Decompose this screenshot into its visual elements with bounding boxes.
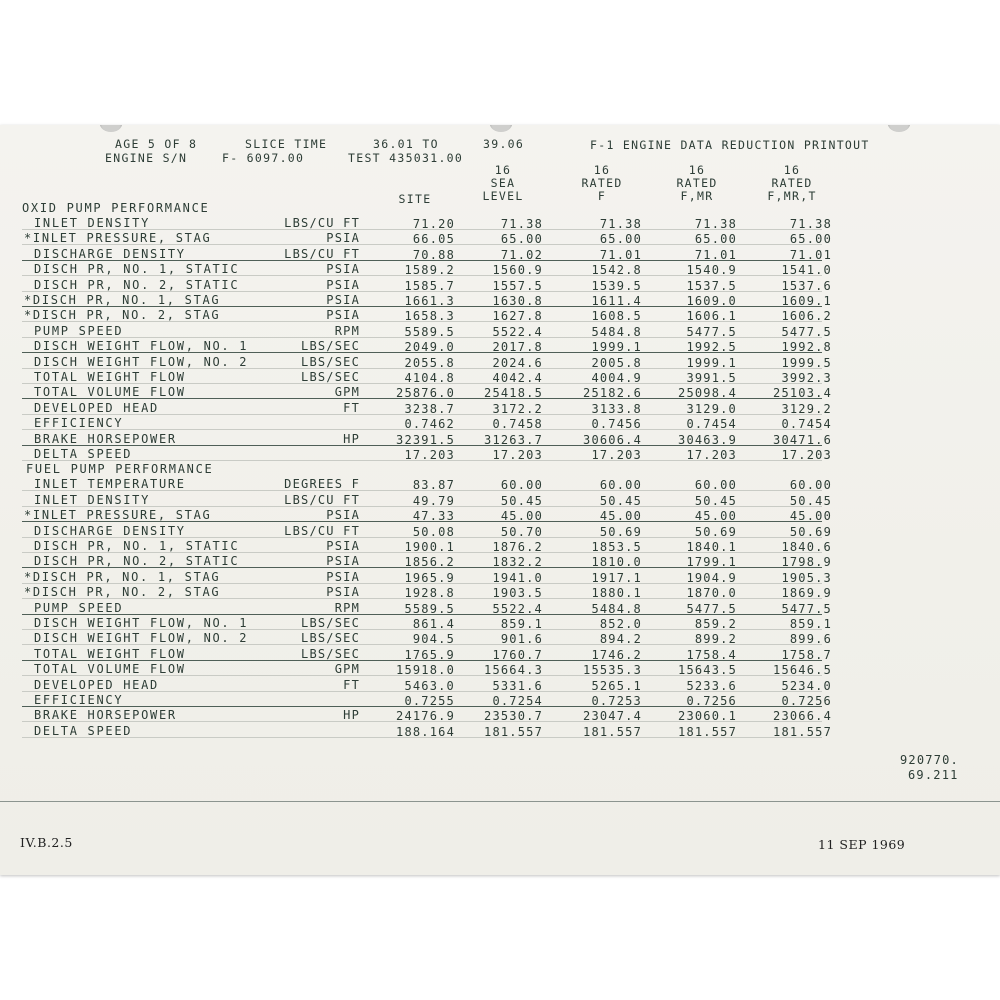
cell-value: 5463.0 xyxy=(404,678,455,693)
cell-value: 5522.4 xyxy=(492,324,543,339)
row-label: *DISCH PR, NO. 2, STAG xyxy=(24,308,221,323)
cell-value: 5484.8 xyxy=(591,324,642,339)
cell-value: 5589.5 xyxy=(404,324,455,339)
row-separator xyxy=(22,306,822,307)
row-separator xyxy=(22,567,822,568)
cell-value: 30471.6 xyxy=(773,432,832,447)
row-unit: PSIA xyxy=(326,308,360,323)
cell-value: 50.45 xyxy=(500,493,543,508)
column-header-line: 16 xyxy=(688,163,706,177)
cell-value: 23047.4 xyxy=(583,709,642,724)
cell-value: 15664.3 xyxy=(484,663,543,678)
cell-value: 71.38 xyxy=(789,217,832,231)
row-separator xyxy=(22,337,822,338)
row-separator xyxy=(22,629,822,630)
cell-value: 30463.9 xyxy=(678,432,737,447)
column-header-line: 16 xyxy=(783,163,801,177)
cell-value: 5331.6 xyxy=(492,678,543,693)
cell-value: 71.20 xyxy=(412,217,455,231)
cell-value: 49.79 xyxy=(412,493,455,508)
cell-value: 23530.7 xyxy=(484,709,543,724)
row-unit: LBS/SEC xyxy=(301,631,360,646)
cell-value: 25876.0 xyxy=(396,386,455,401)
row-unit: PSIA xyxy=(326,293,360,307)
row-separator xyxy=(22,429,822,430)
cell-value: 0.7256 xyxy=(686,694,737,708)
row-unit: PSIA xyxy=(326,554,360,569)
cell-value: 60.00 xyxy=(599,478,642,493)
row-separator xyxy=(22,460,822,461)
row-label: *DISCH PR, NO. 2, STAG xyxy=(24,585,221,600)
row-label: DELTA SPEED xyxy=(34,447,133,461)
cell-value: 1540.9 xyxy=(686,263,737,278)
cell-value: 1999.1 xyxy=(686,355,737,370)
cell-value: 71.01 xyxy=(694,247,737,262)
cell-value: 1917.1 xyxy=(591,570,642,585)
cell-value: 15918.0 xyxy=(396,663,455,678)
row-separator xyxy=(22,244,822,245)
row-label: DISCH WEIGHT FLOW, NO. 1 xyxy=(34,616,249,630)
row-separator xyxy=(22,721,822,722)
cell-value: 1853.5 xyxy=(591,540,642,554)
cell-value: 1537.5 xyxy=(686,278,737,293)
cell-value: 60.00 xyxy=(789,478,832,493)
row-separator xyxy=(22,398,822,399)
cell-value: 1810.0 xyxy=(591,555,642,570)
row-separator xyxy=(22,445,822,446)
cell-value: 0.7254 xyxy=(492,694,543,708)
cell-value: 50.08 xyxy=(412,524,455,539)
cell-value: 1611.4 xyxy=(591,294,642,308)
row-separator xyxy=(22,644,822,645)
row-separator xyxy=(22,260,822,261)
cell-value: 1760.7 xyxy=(492,647,543,662)
cell-value: 859.1 xyxy=(789,617,832,631)
row-unit: PSIA xyxy=(326,262,360,277)
cell-value: 15535.3 xyxy=(583,663,642,678)
cell-value: 1557.5 xyxy=(492,278,543,293)
cell-value: 1856.2 xyxy=(404,555,455,570)
row-unit: PSIA xyxy=(326,508,360,523)
column-header-line: RATED xyxy=(676,176,718,190)
binder-hole xyxy=(100,125,122,132)
cell-value: 47.33 xyxy=(412,509,455,524)
cell-value: 50.69 xyxy=(789,524,832,539)
cell-value: 188.164 xyxy=(396,724,455,739)
row-label: *DISCH PR, NO. 1, STAG xyxy=(24,569,221,584)
row-label: INLET DENSITY xyxy=(34,492,151,507)
cell-value: 50.45 xyxy=(789,493,832,508)
cell-value: 25098.4 xyxy=(678,386,737,401)
cell-value: 1630.8 xyxy=(492,294,543,308)
trailer-code-1: 920770. xyxy=(900,753,959,767)
row-separator xyxy=(22,614,822,615)
cell-value: 71.01 xyxy=(599,247,642,262)
cell-value: 25103.4 xyxy=(773,386,832,401)
cell-value: 4104.8 xyxy=(404,371,455,385)
cell-value: 25182.6 xyxy=(583,386,642,401)
row-unit: LBS/SEC xyxy=(301,646,360,661)
cell-value: 50.69 xyxy=(599,524,642,539)
cell-value: 1840.6 xyxy=(781,540,832,554)
cell-value: 23066.4 xyxy=(773,709,832,724)
row-unit: LBS/CU FT xyxy=(284,523,360,538)
trailer-code-2: 69.211 xyxy=(908,768,959,782)
cell-value: 65.00 xyxy=(694,232,737,247)
cell-value: 1903.5 xyxy=(492,586,543,601)
cell-value: 1904.9 xyxy=(686,570,737,585)
row-separator xyxy=(22,691,822,692)
report-title: F-1 ENGINE DATA REDUCTION PRINTOUT xyxy=(590,138,870,152)
column-header-line: LEVEL xyxy=(482,189,524,203)
cell-value: 17.203 xyxy=(781,448,832,462)
cell-value: 5265.1 xyxy=(591,678,642,693)
cell-value: 3129.0 xyxy=(686,401,737,416)
cell-value: 1609.0 xyxy=(686,294,737,308)
row-unit: FT xyxy=(343,400,360,415)
cell-value: 899.6 xyxy=(789,632,832,647)
row-label: *DISCH PR, NO. 1, STAG xyxy=(24,293,221,307)
cell-value: 15646.5 xyxy=(773,663,832,678)
cell-value: 0.7458 xyxy=(492,417,543,432)
column-header-line: F,MR,T xyxy=(767,189,817,203)
cell-value: 70.88 xyxy=(412,247,455,262)
cell-value: 71.38 xyxy=(599,217,642,231)
cell-value: 0.7454 xyxy=(686,417,737,432)
cell-value: 65.00 xyxy=(789,232,832,247)
cell-value: 1560.9 xyxy=(492,263,543,278)
cell-value: 3991.5 xyxy=(686,371,737,385)
cell-value: 45.00 xyxy=(694,509,737,524)
cell-value: 83.87 xyxy=(412,478,455,493)
cell-value: 1992.8 xyxy=(781,340,832,355)
section-reference: IV.B.2.5 xyxy=(20,835,73,850)
cell-value: 17.203 xyxy=(492,448,543,462)
cell-value: 1900.1 xyxy=(404,540,455,554)
cell-value: 1928.8 xyxy=(404,586,455,601)
row-label: DEVELOPED HEAD xyxy=(34,400,159,415)
row-separator xyxy=(22,660,822,661)
row-unit: LBS/SEC xyxy=(301,354,360,369)
cell-value: 17.203 xyxy=(591,448,642,462)
engine-sn: F- 6097.00 xyxy=(222,151,305,165)
section-title: OXID PUMP PERFORMANCE xyxy=(22,201,210,215)
footer-divider xyxy=(0,801,1000,802)
row-label: DISCH PR, NO. 2, STATIC xyxy=(34,554,240,569)
column-header-line: RATED xyxy=(581,176,623,190)
row-separator xyxy=(22,521,822,522)
cell-value: 2024.6 xyxy=(492,355,543,370)
cell-value: 5589.5 xyxy=(404,601,455,616)
row-label: DISCH WEIGHT FLOW, NO. 2 xyxy=(34,354,249,369)
row-unit: PSIA xyxy=(326,539,360,553)
row-unit: PSIA xyxy=(326,231,360,246)
cell-value: 0.7462 xyxy=(404,417,455,432)
binder-hole xyxy=(888,125,910,132)
cell-value: 1661.3 xyxy=(404,294,455,308)
row-separator xyxy=(22,706,822,707)
cell-value: 32391.5 xyxy=(396,432,455,447)
cell-value: 45.00 xyxy=(500,509,543,524)
cell-value: 852.0 xyxy=(599,617,642,631)
row-separator xyxy=(22,414,822,415)
engine-sn-label: ENGINE S/N xyxy=(105,151,188,165)
cell-value: 50.45 xyxy=(694,493,737,508)
cell-value: 17.203 xyxy=(686,448,737,462)
row-unit: RPM xyxy=(334,323,360,338)
column-header-line: 16 xyxy=(593,163,611,177)
cell-value: 1798.9 xyxy=(781,555,832,570)
column-header-line: 16 xyxy=(494,163,512,177)
column-header-line: SITE xyxy=(398,192,432,206)
row-label: *INLET PRESSURE, STAG xyxy=(24,231,212,246)
row-unit: LBS/CU FT xyxy=(284,492,360,507)
column-header-line: RATED xyxy=(771,176,813,190)
row-label: DISCH PR, NO. 1, STATIC xyxy=(34,539,240,553)
row-label: DEVELOPED HEAD xyxy=(34,677,159,692)
row-label: INLET DENSITY xyxy=(34,216,151,230)
row-unit: GPM xyxy=(334,662,360,677)
row-unit: LBS/CU FT xyxy=(284,216,360,230)
cell-value: 31263.7 xyxy=(484,432,543,447)
row-separator xyxy=(22,291,822,292)
cell-value: 1606.2 xyxy=(781,309,832,324)
cell-value: 1880.1 xyxy=(591,586,642,601)
cell-value: 859.2 xyxy=(694,617,737,631)
cell-value: 861.4 xyxy=(412,617,455,631)
cell-value: 45.00 xyxy=(789,509,832,524)
cell-value: 5233.6 xyxy=(686,678,737,693)
cell-value: 60.00 xyxy=(500,478,543,493)
cell-value: 1758.4 xyxy=(686,647,737,662)
cell-value: 60.00 xyxy=(694,478,737,493)
cell-value: 5522.4 xyxy=(492,601,543,616)
cell-value: 5477.5 xyxy=(686,324,737,339)
row-label: INLET TEMPERATURE xyxy=(34,477,186,492)
cell-value: 1758.7 xyxy=(781,647,832,662)
row-label: PUMP SPEED xyxy=(34,323,124,338)
cell-value: 859.1 xyxy=(500,617,543,631)
cell-value: 71.01 xyxy=(789,247,832,262)
page-indicator: AGE 5 OF 8 xyxy=(115,137,198,151)
cell-value: 1870.0 xyxy=(686,586,737,601)
row-separator xyxy=(22,675,822,676)
cell-value: 2005.8 xyxy=(591,355,642,370)
cell-value: 894.2 xyxy=(599,632,642,647)
row-label: EFFICIENCY xyxy=(34,416,124,431)
cell-value: 181.557 xyxy=(484,724,543,739)
row-unit: PSIA xyxy=(326,585,360,600)
row-label: PUMP SPEED xyxy=(34,600,124,615)
cell-value: 50.69 xyxy=(694,524,737,539)
print-date: 11 SEP 1969 xyxy=(818,837,906,852)
cell-value: 50.45 xyxy=(599,493,642,508)
cell-value: 1905.3 xyxy=(781,570,832,585)
row-unit: PSIA xyxy=(326,569,360,584)
row-unit: LBS/SEC xyxy=(301,339,360,354)
cell-value: 1589.2 xyxy=(404,263,455,278)
cell-value: 0.7256 xyxy=(781,694,832,708)
cell-value: 1627.8 xyxy=(492,309,543,324)
cell-value: 1941.0 xyxy=(492,570,543,585)
row-label: DISCHARGE DENSITY xyxy=(34,523,186,538)
column-header-line: F,MR xyxy=(680,189,714,203)
cell-value: 50.70 xyxy=(500,524,543,539)
row-unit: FT xyxy=(343,677,360,692)
cell-value: 3172.2 xyxy=(492,401,543,416)
cell-value: 3129.2 xyxy=(781,401,832,416)
cell-value: 25418.5 xyxy=(484,386,543,401)
row-unit: LBS/SEC xyxy=(301,370,360,384)
slice-time-from: 36.01 TO xyxy=(373,137,439,151)
cell-value: 3992.3 xyxy=(781,371,832,385)
cell-value: 2017.8 xyxy=(492,340,543,355)
binder-hole xyxy=(490,125,512,132)
cell-value: 30606.4 xyxy=(583,432,642,447)
cell-value: 181.557 xyxy=(583,724,642,739)
cell-value: 2049.0 xyxy=(404,340,455,355)
cell-value: 0.7253 xyxy=(591,694,642,708)
row-label: EFFICIENCY xyxy=(34,693,124,707)
cell-value: 17.203 xyxy=(404,448,455,462)
row-label: DISCH WEIGHT FLOW, NO. 1 xyxy=(34,339,249,354)
cell-value: 899.2 xyxy=(694,632,737,647)
cell-value: 904.5 xyxy=(412,632,455,647)
cell-value: 1585.7 xyxy=(404,278,455,293)
row-separator xyxy=(22,229,822,230)
row-label: TOTAL VOLUME FLOW xyxy=(34,662,186,677)
cell-value: 0.7255 xyxy=(404,694,455,708)
column-header-line: F xyxy=(597,189,607,203)
cell-value: 901.6 xyxy=(500,632,543,647)
row-separator xyxy=(22,321,822,322)
cell-value: 0.7456 xyxy=(591,417,642,432)
row-separator xyxy=(22,490,822,491)
row-separator xyxy=(22,552,822,553)
cell-value: 15643.5 xyxy=(678,663,737,678)
row-label: TOTAL WEIGHT FLOW xyxy=(34,370,186,384)
section-title: FUEL PUMP PERFORMANCE xyxy=(26,462,214,477)
cell-value: 0.7454 xyxy=(781,417,832,432)
row-unit: LBS/SEC xyxy=(301,616,360,630)
cell-value: 24176.9 xyxy=(396,709,455,724)
cell-value: 1992.5 xyxy=(686,340,737,355)
cell-value: 5484.8 xyxy=(591,601,642,616)
row-label: TOTAL VOLUME FLOW xyxy=(34,385,186,400)
row-separator xyxy=(22,583,822,584)
row-separator xyxy=(22,275,822,276)
cell-value: 23060.1 xyxy=(678,709,737,724)
row-separator xyxy=(22,737,822,738)
row-separator xyxy=(22,352,822,353)
cell-value: 1832.2 xyxy=(492,555,543,570)
row-unit: HP xyxy=(343,708,360,723)
cell-value: 1799.1 xyxy=(686,555,737,570)
cell-value: 1542.8 xyxy=(591,263,642,278)
row-separator xyxy=(22,537,822,538)
row-unit: LBS/CU FT xyxy=(284,246,360,261)
cell-value: 1609.1 xyxy=(781,294,832,308)
slice-time-to: 39.06 xyxy=(483,137,525,151)
row-label: DISCH PR, NO. 2, STATIC xyxy=(34,277,240,292)
cell-value: 3133.8 xyxy=(591,401,642,416)
cell-value: 1746.2 xyxy=(591,647,642,662)
row-label: DISCH PR, NO. 1, STATIC xyxy=(34,262,240,277)
cell-value: 66.05 xyxy=(412,232,455,247)
cell-value: 5477.5 xyxy=(781,601,832,616)
row-separator xyxy=(22,368,822,369)
cell-value: 45.00 xyxy=(599,509,642,524)
cell-value: 1999.5 xyxy=(781,355,832,370)
cell-value: 1840.1 xyxy=(686,540,737,554)
slice-time-label: SLICE TIME xyxy=(245,137,328,151)
row-separator xyxy=(22,598,822,599)
row-unit: GPM xyxy=(334,385,360,400)
cell-value: 5477.5 xyxy=(686,601,737,616)
cell-value: 1876.2 xyxy=(492,540,543,554)
cell-value: 2055.8 xyxy=(404,355,455,370)
row-label: BRAKE HORSEPOWER xyxy=(34,708,177,723)
cell-value: 1537.6 xyxy=(781,278,832,293)
cell-value: 1541.0 xyxy=(781,263,832,278)
cell-value: 1608.5 xyxy=(591,309,642,324)
row-unit: RPM xyxy=(334,600,360,615)
cell-value: 1869.9 xyxy=(781,586,832,601)
cell-value: 1999.1 xyxy=(591,340,642,355)
test-number: TEST 435031.00 xyxy=(348,151,464,165)
row-unit: HP xyxy=(343,431,360,446)
row-label: BRAKE HORSEPOWER xyxy=(34,431,177,446)
row-label: TOTAL WEIGHT FLOW xyxy=(34,646,186,661)
printout-sheet xyxy=(0,125,1000,875)
row-label: DISCHARGE DENSITY xyxy=(34,246,186,261)
column-header-line: SEA xyxy=(490,176,516,190)
row-separator xyxy=(22,383,822,384)
cell-value: 1965.9 xyxy=(404,570,455,585)
cell-value: 181.557 xyxy=(773,724,832,739)
cell-value: 1765.9 xyxy=(404,647,455,662)
row-unit: DEGREES F xyxy=(284,477,360,492)
cell-value: 71.38 xyxy=(500,217,543,231)
row-label: DISCH WEIGHT FLOW, NO. 2 xyxy=(34,631,249,646)
row-separator xyxy=(22,506,822,507)
cell-value: 1658.3 xyxy=(404,309,455,324)
cell-value: 71.02 xyxy=(500,247,543,262)
cell-value: 71.38 xyxy=(694,217,737,231)
row-label: *INLET PRESSURE, STAG xyxy=(24,508,212,523)
cell-value: 5234.0 xyxy=(781,678,832,693)
cell-value: 181.557 xyxy=(678,724,737,739)
cell-value: 65.00 xyxy=(599,232,642,247)
cell-value: 4042.4 xyxy=(492,371,543,385)
cell-value: 1539.5 xyxy=(591,278,642,293)
cell-value: 4004.9 xyxy=(591,371,642,385)
cell-value: 65.00 xyxy=(500,232,543,247)
row-label: DELTA SPEED xyxy=(34,723,133,738)
cell-value: 1606.1 xyxy=(686,309,737,324)
cell-value: 5477.5 xyxy=(781,324,832,339)
cell-value: 3238.7 xyxy=(404,401,455,416)
row-unit: PSIA xyxy=(326,277,360,292)
